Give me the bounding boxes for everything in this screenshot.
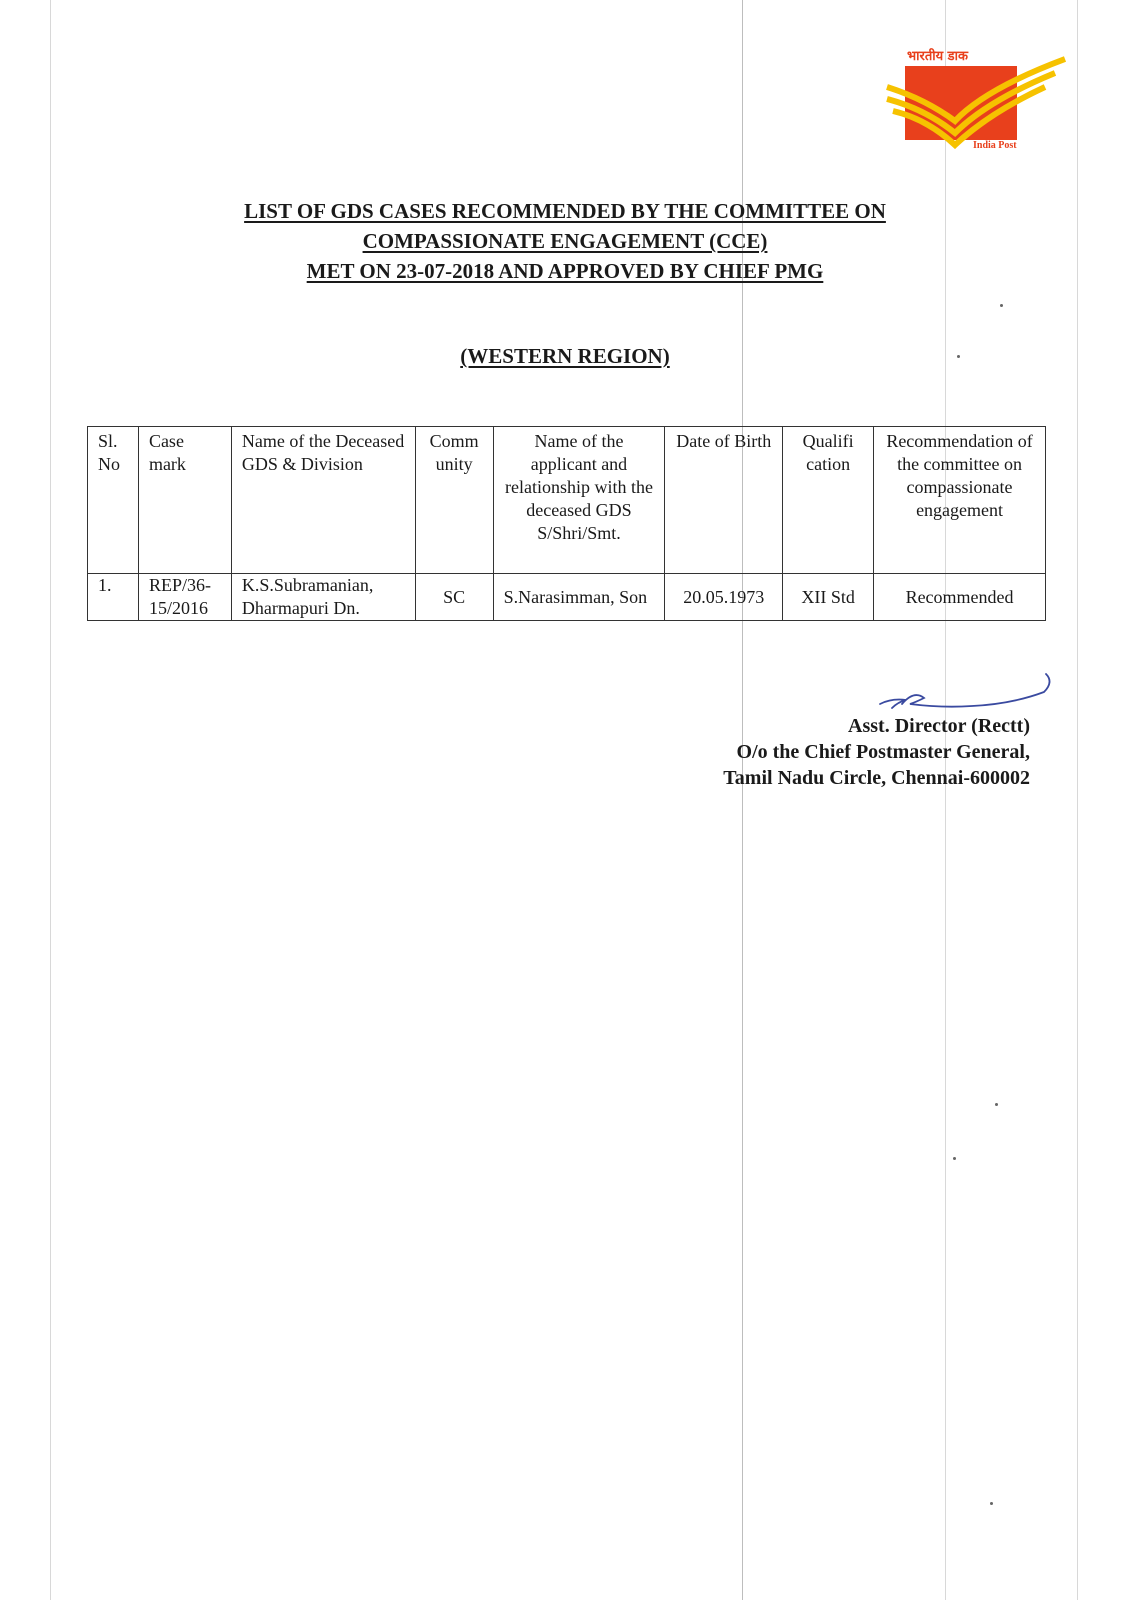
signatory-office: O/o the Chief Postmaster General,: [736, 741, 1030, 763]
cell-applicant: S.Narasimman, Son: [493, 574, 665, 621]
cell-community: SC: [415, 574, 493, 621]
logo-english-text: India Post: [973, 140, 1017, 151]
handwritten-signature: [862, 668, 1052, 716]
title-line-2: COMPASSIONATE ENGAGEMENT (CCE): [362, 229, 768, 253]
header-community: Comm unity: [415, 427, 493, 574]
signatory-address: Tamil Nadu Circle, Chennai-600002: [723, 767, 1030, 789]
scan-line: [50, 0, 51, 1600]
scan-line: [1077, 0, 1078, 1600]
header-date-of-birth: Date of Birth: [665, 427, 783, 574]
cell-sl-no: 1.: [88, 574, 139, 621]
cell-recommendation: Recommended: [874, 574, 1046, 621]
scan-speck: [990, 1502, 993, 1505]
document-title: [160, 196, 970, 286]
cell-date-of-birth: 20.05.1973: [665, 574, 783, 621]
logo-envelope-stripes-icon: [885, 49, 1070, 149]
scan-speck: [953, 1157, 956, 1160]
header-sl-no: Sl. No: [88, 427, 139, 574]
scan-speck: [995, 1103, 998, 1106]
scan-speck: [957, 355, 960, 358]
title-line-3: MET ON 23-07-2018 AND APPROVED BY CHIEF PMG: [306, 259, 824, 283]
table-header-row: [88, 427, 1046, 574]
region-heading: (WESTERN REGION): [460, 344, 670, 368]
table-row: [88, 574, 1046, 621]
india-post-logo: [905, 44, 1065, 152]
scan-speck: [1000, 304, 1003, 307]
signatory-block: [640, 713, 1030, 791]
header-recommendation: Recommendation of the committee on compassionate engagement: [874, 427, 1046, 574]
cell-qualification: XII Std: [783, 574, 874, 621]
cell-case-mark: REP/36-15/2016: [138, 574, 231, 621]
title-line-1: LIST OF GDS CASES RECOMMENDED BY THE COMMITTEE ON: [244, 199, 886, 223]
signatory-designation: Asst. Director (Rectt): [848, 715, 1030, 737]
header-case-mark: Case mark: [138, 427, 231, 574]
header-deceased: Name of the Deceased GDS & Division: [231, 427, 415, 574]
cases-table: [87, 426, 1046, 621]
logo-hindi-text: भारतीय डाक: [907, 49, 968, 64]
cell-deceased: K.S.Subramanian, Dharmapuri Dn.: [231, 574, 415, 621]
header-applicant: Name of the applicant and relationship with the deceased GDS S/Shri/Smt.: [493, 427, 665, 574]
header-qualification: Qualifi cation: [783, 427, 874, 574]
